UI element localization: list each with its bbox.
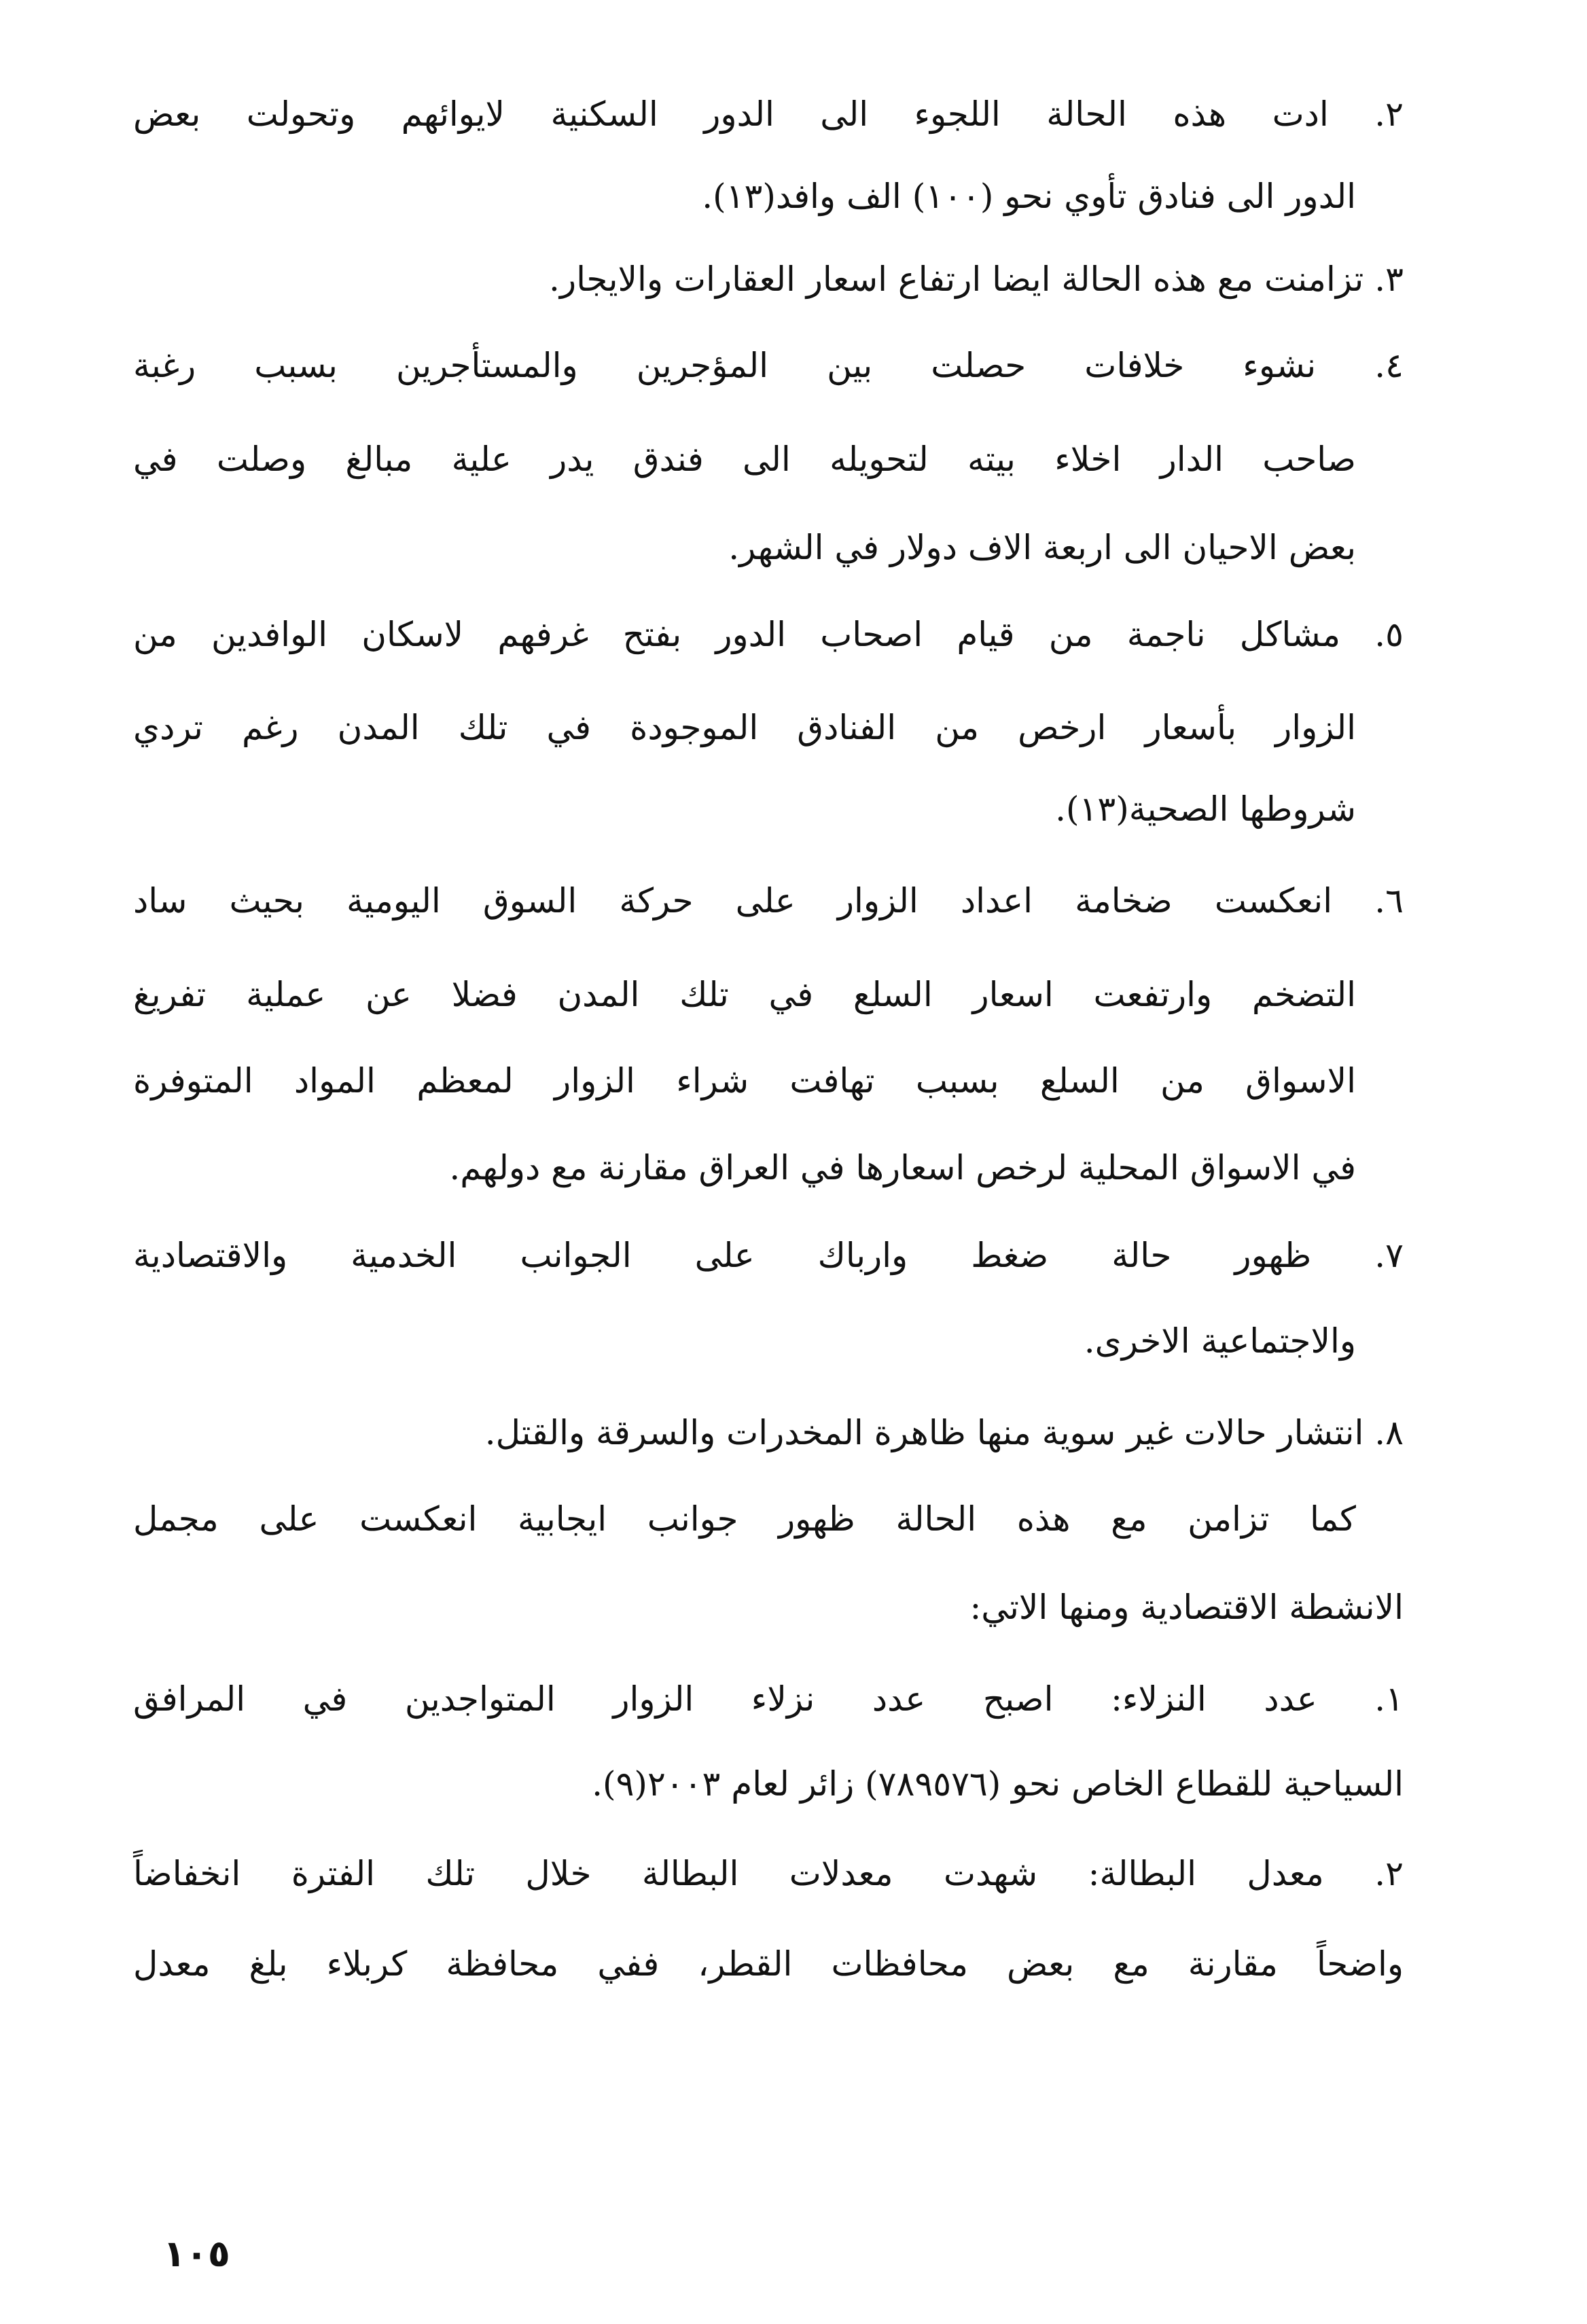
text-line: الدور الى فنادق تأوي نحو (١٠٠) الف وافد(١٣). (702, 177, 1356, 216)
text-line: ٢. ادت هذه الحالة اللجوء الى الدور السكنية لايوائهم وتحولت بعض (133, 94, 1404, 134)
text-line: والاجتماعية الاخرى. (1084, 1321, 1356, 1361)
text-line: واضحاً مقارنة مع بعض محافظات القطر، ففي محافظة كربلاء بلغ معدل (133, 1944, 1404, 1984)
text-line: ٨. انتشار حالات غير سوية منها ظاهرة المخدرات والسرقة والقتل. (484, 1413, 1404, 1452)
text-line: ٢. معدل البطالة: شهدت معدلات البطالة خلال تلك الفترة انخفاضاً (133, 1854, 1404, 1893)
text-line: ١. عدد النزلاء: اصبح عدد نزلاء الزوار المتواجدين في المرافق (133, 1679, 1404, 1719)
text-line: كما تزامن مع هذه الحالة ظهور جوانب ايجابية انعكست على مجمل (133, 1499, 1356, 1539)
text-line: في الاسواق المحلية لرخص اسعارها في العراق مقارنة مع دولهم. (449, 1148, 1356, 1187)
text-line: شروطها الصحية(١٣). (1055, 789, 1356, 829)
text-line: صاحب الدار اخلاء بيته لتحويله الى فندق يدر علية مبالغ وصلت في (133, 440, 1356, 479)
text-line: بعض الاحيان الى اربعة الاف دولار في الشهر. (728, 528, 1356, 567)
text-line: ٣. تزامنت مع هذه الحالة ايضا ارتفاع اسعار العقارات والايجار. (549, 260, 1404, 299)
text-line: ٥. مشاكل ناجمة من قيام اصحاب الدور بفتح غرفهم لاسكان الوافدين من (133, 615, 1404, 654)
text-line: التضخم وارتفعت اسعار السلع في تلك المدن فضلا عن عملية تفريغ (133, 975, 1356, 1014)
text-line: ٧. ظهور حالة ضغط وارباك على الجوانب الخدمية والاقتصادية (133, 1236, 1404, 1275)
text-line: السياحية للقطاع الخاص نحو (٧٨٩٥٧٦) زائر لعام ٢٠٠٣(٩). (592, 1764, 1404, 1804)
text-line: ٤. نشوء خلافات حصلت بين المؤجرين والمستأجرين بسبب رغبة (133, 346, 1404, 385)
text-line: الاسواق من السلع بسبب تهافت شراء الزوار لمعظم المواد المتوفرة (133, 1061, 1356, 1101)
text-line: ٦. انعكست ضخامة اعداد الزوار على حركة السوق اليومية بحيث ساد (133, 881, 1404, 920)
text-line: الزوار بأسعار ارخص من الفنادق الموجودة في تلك المدن رغم تردي (133, 708, 1356, 747)
text-line: الانشطة الاقتصادية ومنها الاتي: (969, 1588, 1404, 1627)
page-number: ١٠٥ (163, 2232, 230, 2275)
